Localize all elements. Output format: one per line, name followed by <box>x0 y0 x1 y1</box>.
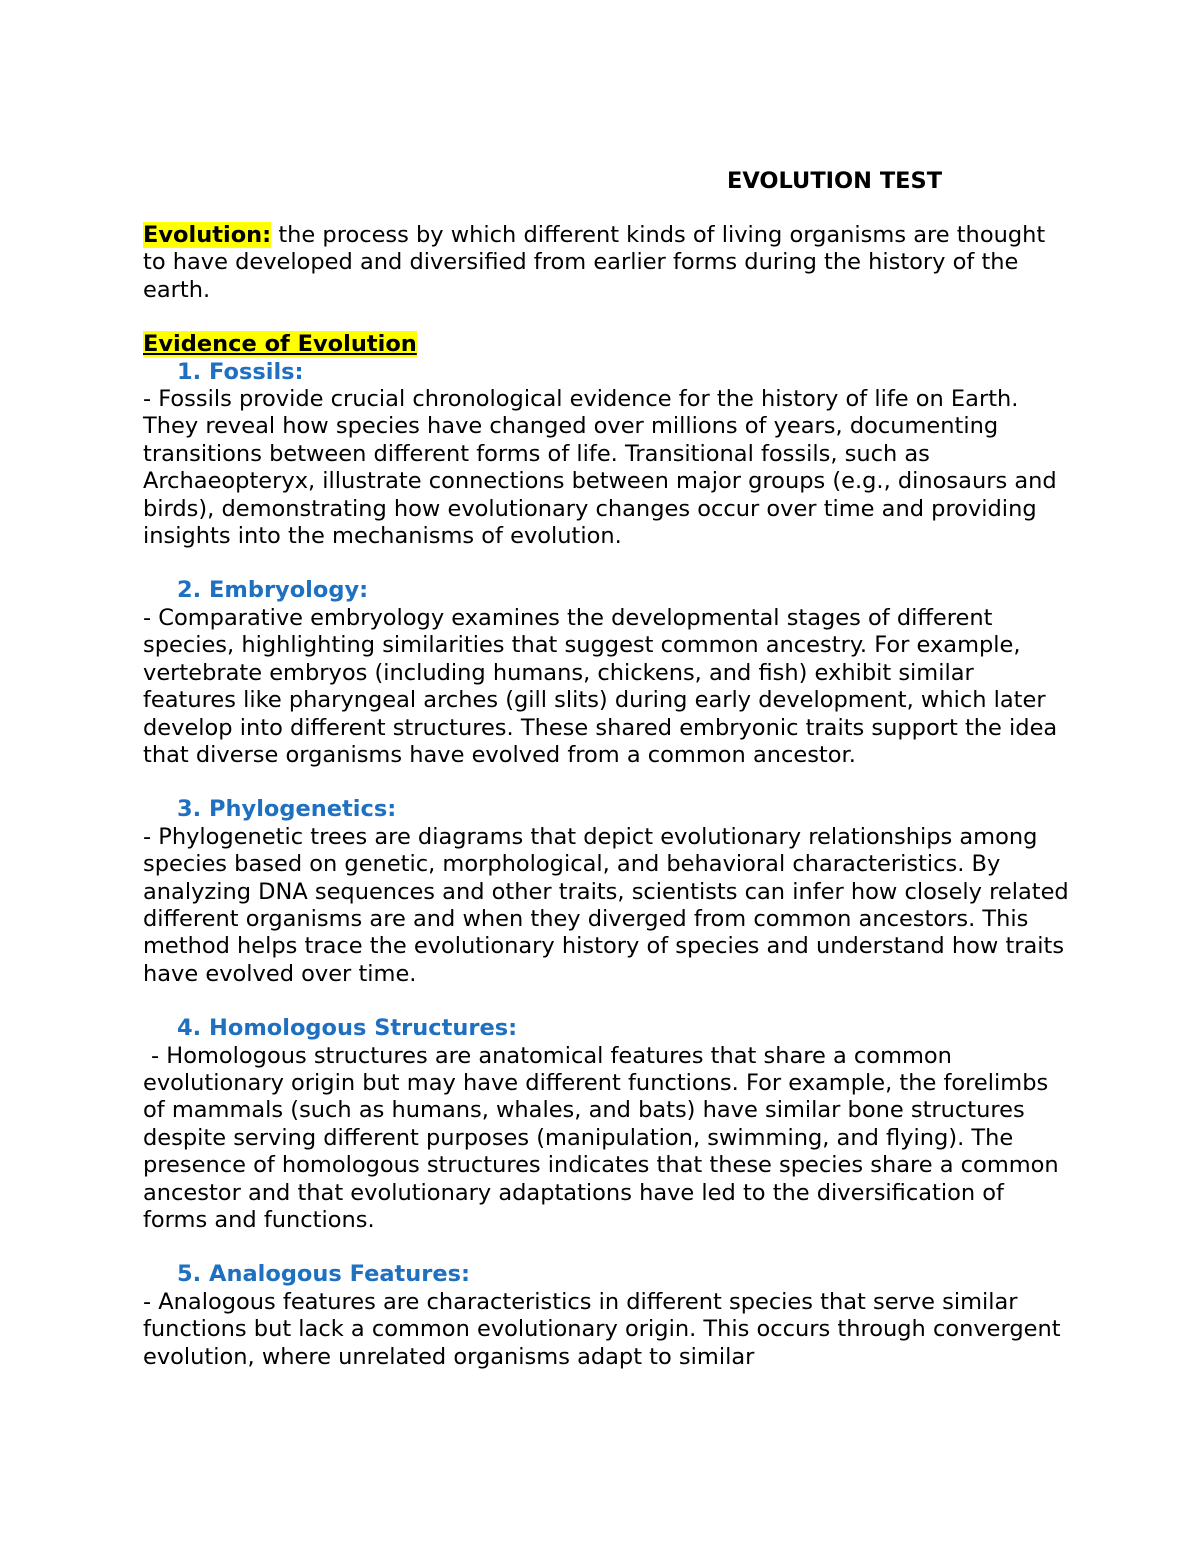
section-body: - Phylogenetic trees are diagrams that depict evolutionary relationships among species based on genetic, morphological, and behavioral characteristics. By analyzing DNA sequences and other traits, scientists can infer how closely related different organisms are and when they diverged from common ancestors. This method helps trace the evolutionary history of species and understand how traits have evolved over time. <box>143 823 1069 987</box>
section-body: - Analogous features are characteristics in different species that serve similar functions but lack a common evolutionary origin. This occurs through convergent evolution, where unrelated organisms adapt to similar <box>143 1288 1061 1370</box>
document-content <box>143 165 1073 1398</box>
section-phylogenetics <box>143 796 1073 988</box>
section-fossils <box>143 359 1073 551</box>
document-title: EVOLUTION TEST <box>727 168 943 194</box>
definition-term: Evolution: <box>143 222 272 248</box>
section-embryology <box>143 577 1073 769</box>
section-heading: 2. Embryology: <box>177 577 369 604</box>
section-heading: 4. Homologous Structures: <box>177 1015 518 1042</box>
section-body: - Comparative embryology examines the developmental stages of different species, highlighting similarities that suggest common ancestry. For example, vertebrate embryos (including humans, chickens, and fish) exhibit similar features like pharyngeal arches (gill slits) during early development, which later develop into different structures. These shared embryonic traits support the idea that diverse organisms have evolved from a common ancestor. <box>143 604 1058 768</box>
definition-paragraph <box>143 222 1073 304</box>
definition-text: the process by which different kinds of living organisms are thought to have developed and diversified from earlier forms during the history of the earth. <box>143 222 1046 303</box>
evidence-heading <box>143 331 1073 358</box>
section-analogous-features <box>143 1261 1073 1371</box>
section-homologous-structures <box>143 1015 1073 1234</box>
section-heading: 1. Fossils: <box>177 358 304 385</box>
section-body: - Fossils provide crucial chronological evidence for the history of life on Earth. They reveal how species have changed over millions of years, documenting transitions between different forms of life. Transitional fossils, such as Archaeopteryx, illustrate connections between major groups (e.g., dinosaurs and birds), demonstrating how evolutionary changes occur over time and providing insights into the mechanisms of evolution. <box>143 386 1057 550</box>
evidence-heading-text: Evidence of Evolution <box>143 331 417 358</box>
section-heading: 5. Analogous Features: <box>177 1261 471 1288</box>
section-body: - Homologous structures are anatomical features that share a common evolutionary origin but may have different functions. For example, the forelimbs of mammals (such as humans, whales, and bats) have similar bone structures despite serving different purposes (manipulation, swimming, and flying). The presence of homologous structures indicates that these species share a common ancestor and that evolutionary adaptations have led to the diversification of forms and functions. <box>143 1042 1059 1233</box>
section-heading: 3. Phylogenetics: <box>177 796 397 823</box>
